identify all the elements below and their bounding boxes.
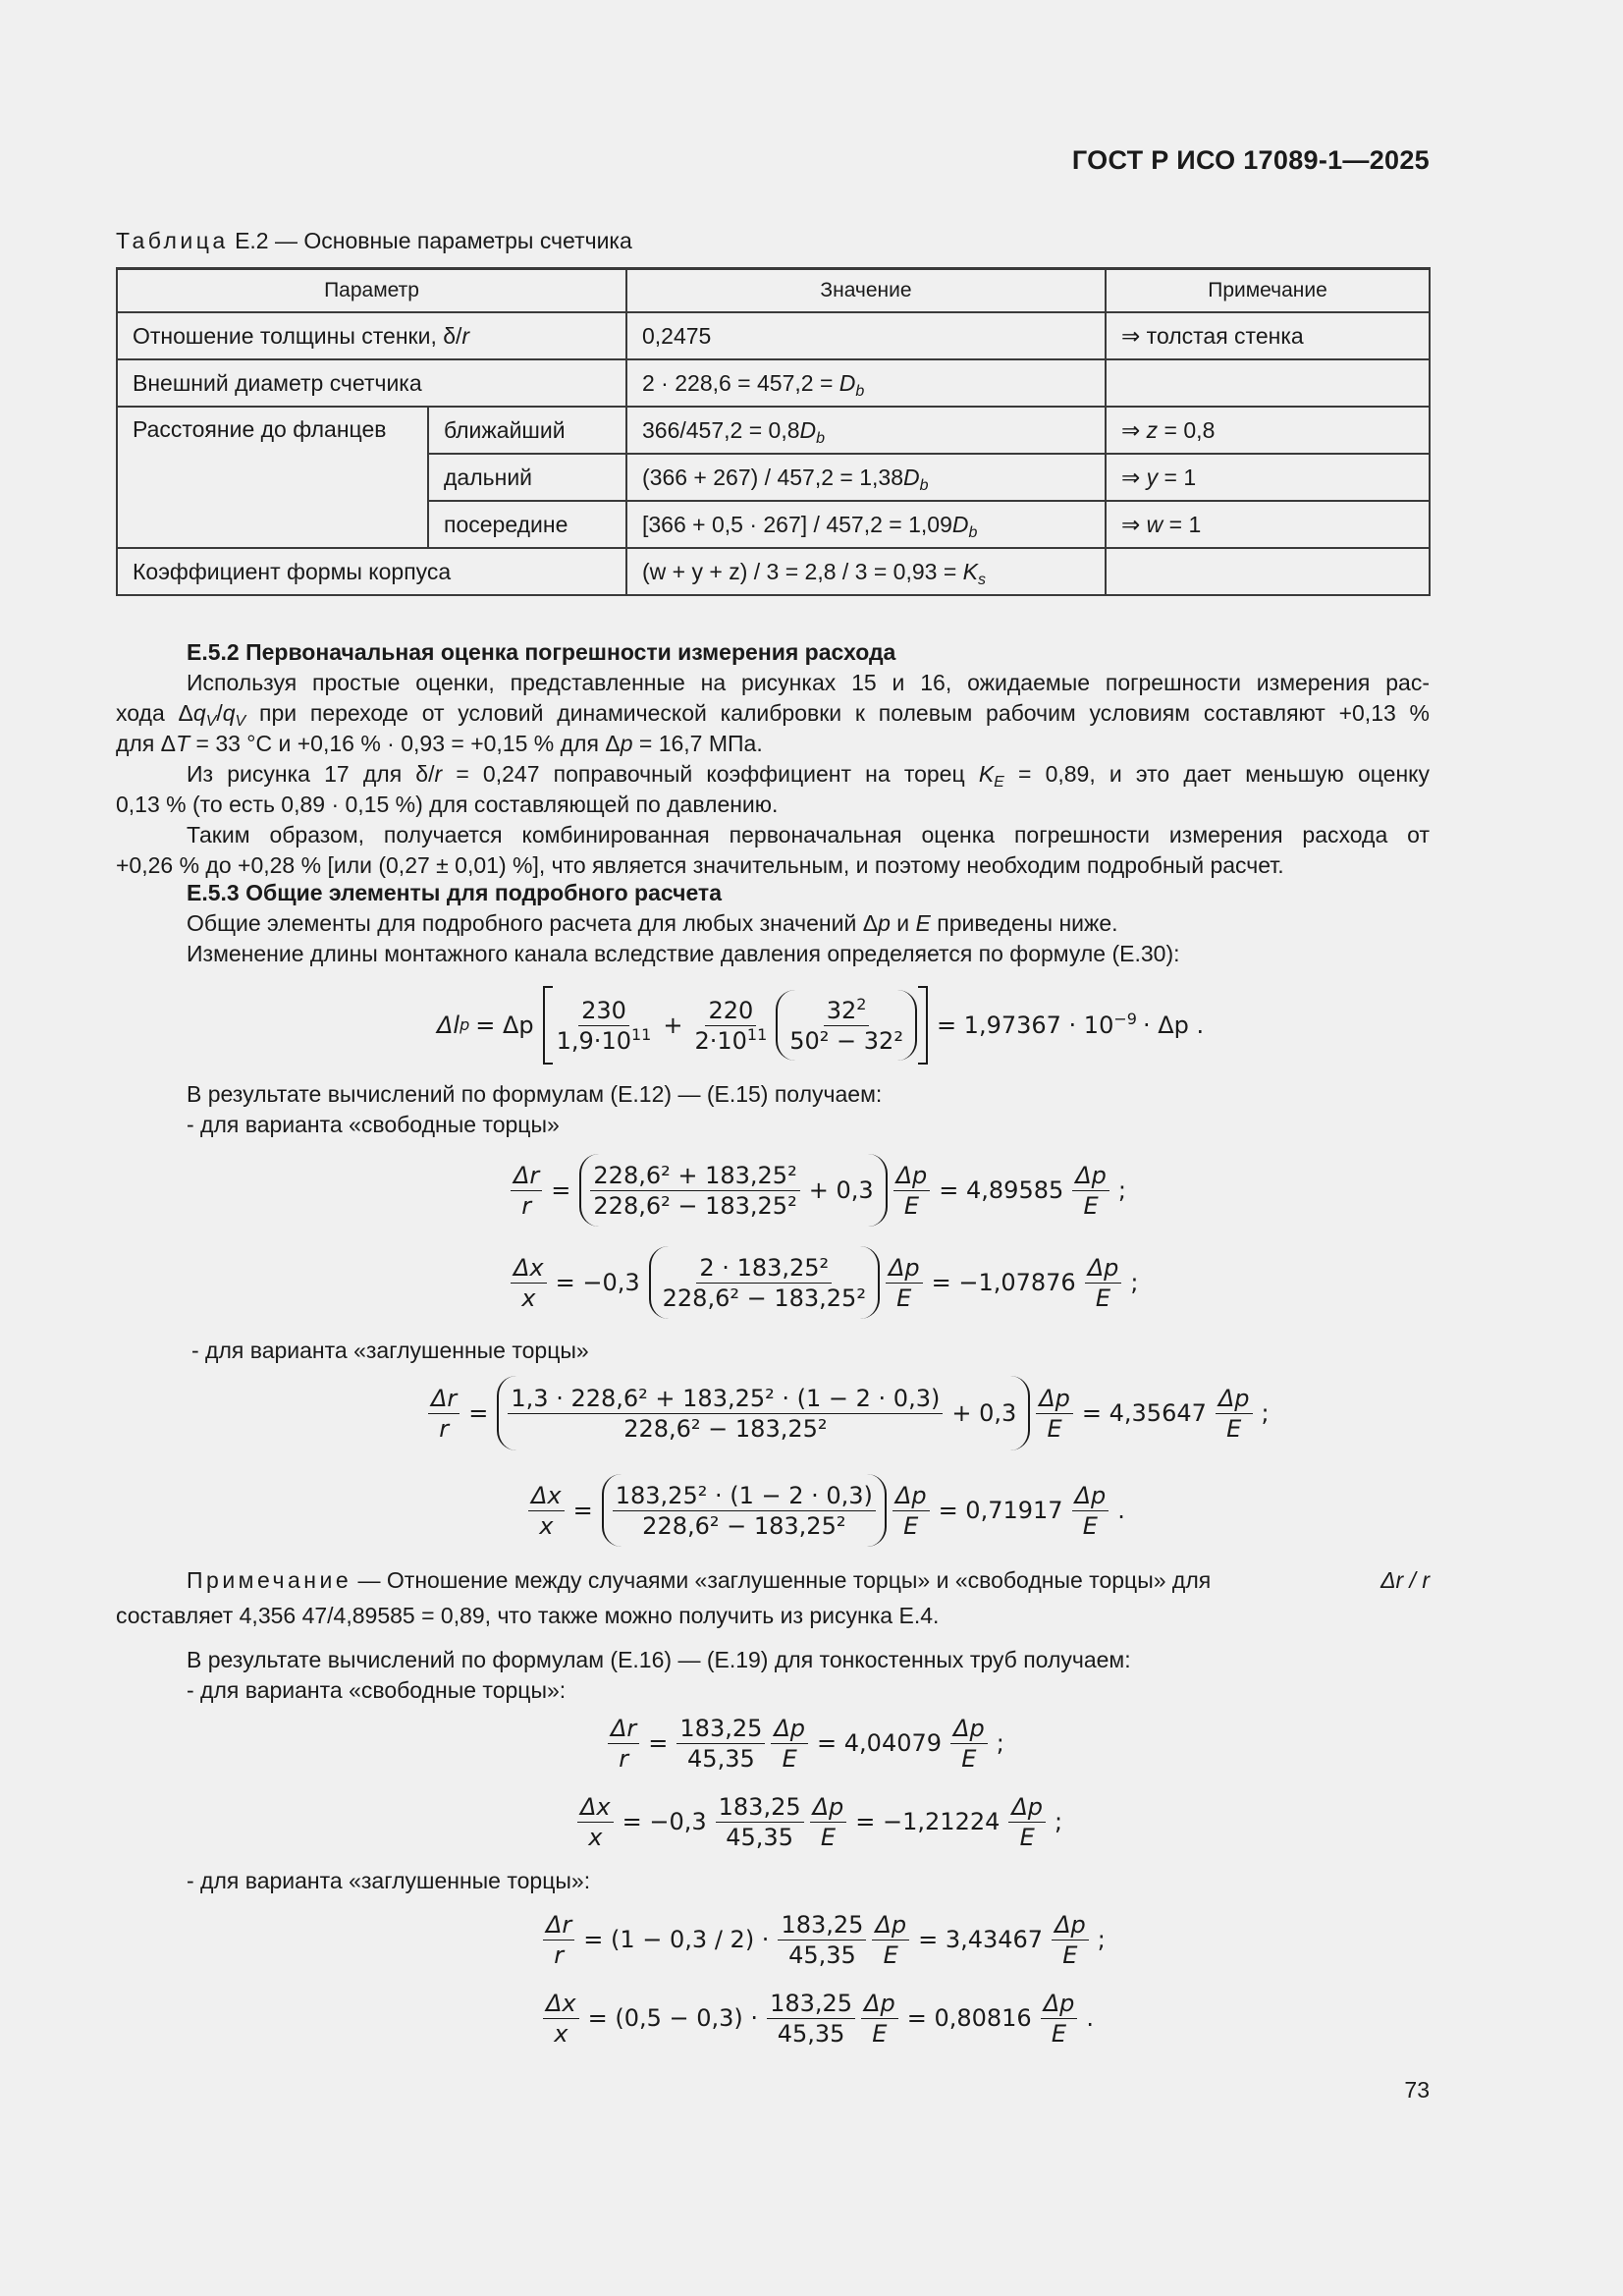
paragraph-e52-3b: +0,26 % до +0,28 % [или (0,27 ± 0,01) %], что является значительным, и поэтому необходим подробный расчет.	[116, 852, 1284, 878]
paragraph-e52-3a: Таким образом, получается комбинированная первоначальная оценка погрешности измерения расхода от	[187, 822, 1430, 847]
document-id-header: ГОСТ Р ИСО 17089-1—2025	[1071, 145, 1430, 175]
table-row-1-param: Отношение толщины стенки, δ/r	[117, 312, 626, 359]
case-free-ends-2: - для варианта «свободные торцы»:	[187, 1677, 567, 1703]
table-row-4-note: ⇒ y = 1	[1106, 454, 1430, 501]
table-caption-text: Е.2 — Основные параметры счетчика	[235, 228, 632, 253]
table-row-2-value: $2 \cdot 228,6 = 457,2 = D_b$	[626, 359, 1106, 407]
formula-dr-r-free: $\frac{\Delta r}{r}$ = $\frac{\text{228,6² + 183,25²}}{\text{228,6² − 183,25²}}$ + 0,3 $\frac{\Delta p}{E}$ = 4,89585 $\frac{\Delta p}{E}$ ;	[508, 1151, 1126, 1230]
formula-dx-x-plugged-thin: $\frac{\Delta x}{x}$ = (0,5 − 0,3) · $\frac{183,25}{45,35}$ $\frac{\Delta p}{E}$ = 0,80816 $\frac{\Delta p}{E}$ .	[540, 1986, 1094, 2050]
paragraph-e53-4: В результате вычислений по формулам (Е.16) — (Е.19) для тонкостенных труб получаем:	[187, 1647, 1131, 1672]
table-header-value: Значение	[626, 269, 1106, 313]
paragraph-e53-3: В результате вычислений по формулам (Е.12) — (Е.15) получаем:	[187, 1081, 883, 1107]
table-row-1-note: ⇒ толстая стенка	[1106, 312, 1430, 359]
case-plugged-ends-2: - для варианта «заглушенные торцы»:	[187, 1868, 591, 1893]
note-line-1: Примечание — Отношение между случаями «заглушенные торцы» и «свободные торцы» для Δr / r	[187, 1567, 1430, 1593]
paragraph-e53-1: Общие элементы для подробного расчета для любых значений Δp и E приведены ниже.	[187, 910, 1118, 936]
formula-dr-r-plugged: $\frac{\Delta r}{r}$ = $\frac{\text{1,3 · 228,6² + 183,25² · (1 − 2 · 0,3)}}{\text{228,6² − 183,25²}}$ + 0,3 $\frac{\Delta p}{E}$ = 4,35647 $\frac{\Delta p}{E}$ ;	[425, 1373, 1270, 1453]
paragraph-e52-1a: Используя простые оценки, представленные на рисунках 15 и 16, ожидаемые погрешности измерения рас-	[187, 670, 1430, 695]
section-heading-e52: Е.5.2 Первоначальная оценка погрешности измерения расхода	[187, 639, 896, 665]
paragraph-e53-2: Изменение длины монтажного канала вследствие давления определяется по формуле (Е.30):	[187, 941, 1180, 966]
section-heading-e53: Е.5.3 Общие элементы для подробного расчета	[187, 880, 722, 905]
table-row-6-param: Коэффициент формы корпуса	[117, 548, 626, 595]
paragraph-e52-2b: 0,13 % (то есть 0,89 · 0,15 %) для составляющей по давлению.	[116, 792, 779, 817]
parameters-table	[116, 267, 1431, 596]
table-header-note: Примечание	[1106, 269, 1430, 313]
table-row-6-value: $(w + y + z) / 3 = 2,8 / 3 = 0,93 = K_s$	[626, 548, 1106, 595]
table-row-2-param: Внешний диаметр счетчика	[117, 359, 626, 407]
table-row-5-sub: посередине	[428, 501, 626, 548]
table-row-6-note	[1106, 548, 1430, 595]
table-row-3-note: ⇒ z = 0,8	[1106, 407, 1430, 454]
table-header-parameter: Параметр	[117, 269, 626, 313]
table-row-4-value: $(366 + 267) / 457,2 = 1,38D_b$	[626, 454, 1106, 501]
table-row-3-param: Расстояние до фланцев	[117, 407, 428, 548]
paragraph-e52-1c: для ΔT = 33 °C и +0,16 % · 0,93 = +0,15 % для Δp = 16,7 МПа.	[116, 731, 763, 756]
table-row-3-sub: ближайший	[428, 407, 626, 454]
table-row-3-value: $366/457,2 = 0,8D_b$	[626, 407, 1106, 454]
paragraph-e52-2a: Из рисунка 17 для δ/r = 0,247 поправочный коэффициент на торец $K_E = 0,89$, и это дает меньшую оценку	[187, 761, 1430, 791]
table-row-4-sub: дальний	[428, 454, 626, 501]
table-row-1-value: 0,2475	[626, 312, 1106, 359]
table-caption-word: Таблица	[116, 228, 229, 253]
table-row-5-note: ⇒ w = 1	[1106, 501, 1430, 548]
formula-dx-x-free: $\frac{\Delta x}{x}$ = −0,3 $\frac{\text{2 · 183,25²}}{\text{228,6² − 183,25²}}$ $\frac{\Delta p}{E}$ = −1,07876 $\frac{\Delta p}{E}$ ;	[508, 1243, 1138, 1322]
formula-e30: Δl p = Δp $\frac{230}{1,9\cdot 10^{11}}$ + $\frac{220}{2\cdot 10^{11}}$ $\frac{32^2}{\text{50² − 32²}}$ = $1,97367 \cdot 10^{-9}$ · Δp .	[437, 984, 1204, 1066]
case-free-ends-1: - для варианта «свободные торцы»	[187, 1112, 560, 1137]
formula-dx-x-free-thin: $\frac{\Delta x}{x}$ = −0,3 $\frac{183,25}{45,35}$ $\frac{\Delta p}{E}$ = −1,21224 $\frac{\Delta p}{E}$ ;	[574, 1789, 1062, 1854]
note-line-2: составляет 4,356 47/4,89585 = 0,89, что также можно получить из рисунка Е.4.	[116, 1603, 940, 1628]
table-caption	[116, 226, 632, 256]
formula-dx-x-plugged: $\frac{\Delta x}{x}$ = $\frac{\text{183,25² · (1 − 2 · 0,3)}}{\text{228,6² − 183,25²}}$ $\frac{\Delta p}{E}$ = 0,71917 $\frac{\Delta p}{E}$ .	[525, 1471, 1125, 1550]
case-plugged-ends-1: - для варианта «заглушенные торцы»	[191, 1338, 589, 1363]
table-row-5-value: $[366 + 0,5 \cdot 267] / 457,2 = 1,09D_b$	[626, 501, 1106, 548]
formula-dr-r-plugged-thin: $\frac{\Delta r}{r}$ = (1 − 0,3 / 2) · $\frac{183,25}{45,35}$ $\frac{\Delta p}{E}$ = 3,43467 $\frac{\Delta p}{E}$ ;	[540, 1907, 1106, 1972]
table-row-2-note	[1106, 359, 1430, 407]
paragraph-e52-1b: хода $\Delta q_V/q_V$ при переходе от условий динамической калибровки к полевым рабочим условиям составляют +0,13 %	[116, 700, 1430, 730]
formula-dr-r-free-thin: $\frac{\Delta r}{r}$ = $\frac{183,25}{45,35}$ $\frac{\Delta p}{E}$ = 4,04079 $\frac{\Delta p}{E}$ ;	[605, 1711, 1004, 1776]
page-number: 73	[1404, 2077, 1430, 2103]
